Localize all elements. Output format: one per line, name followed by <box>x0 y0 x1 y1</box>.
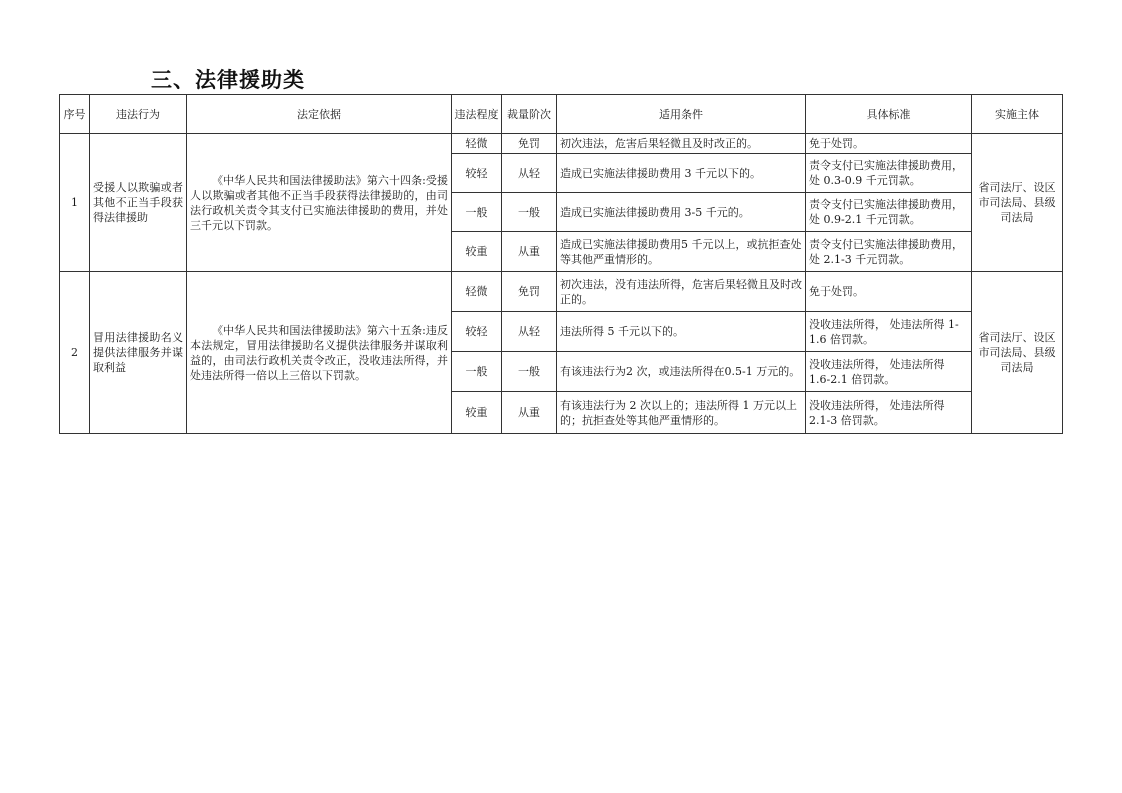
level-cell: 一般 <box>502 352 557 392</box>
table-row <box>60 272 1063 312</box>
standard-cell: 没收违法所得， 处违法所得 1.6-2.1 倍罚款。 <box>806 352 972 392</box>
condition-cell: 有该违法行为2 次，或违法所得在0.5-1 万元的。 <box>557 352 806 392</box>
level-cell: 从重 <box>502 232 557 272</box>
header-condition: 适用条件 <box>557 95 806 134</box>
standard-cell: 没收违法所得， 处违法所得 1-1.6 倍罚款。 <box>806 312 972 352</box>
condition-cell: 造成已实施法律援助费用 3 千元以下的。 <box>557 154 806 193</box>
violation-act: 受援人以欺骗或者其他不正当手段获得法律援助 <box>90 134 187 272</box>
header-row <box>60 95 1063 134</box>
violation-act: 冒用法律援助名义提供法律服务并谋取利益 <box>90 272 187 434</box>
header-standard: 具体标准 <box>806 95 972 134</box>
degree-cell: 轻微 <box>452 134 502 154</box>
degree-cell: 轻微 <box>452 272 502 312</box>
level-cell: 从轻 <box>502 154 557 193</box>
row-number: 1 <box>60 134 90 272</box>
condition-cell: 造成已实施法律援助费用5 千元以上，或抗拒查处等其他严重情形的。 <box>557 232 806 272</box>
standard-cell: 免于处罚。 <box>806 272 972 312</box>
condition-cell: 初次违法，危害后果轻微且及时改正的。 <box>557 134 806 154</box>
enforcement-subject: 省司法厅、设区市司法局、县级司法局 <box>972 134 1063 272</box>
degree-cell: 一般 <box>452 193 502 232</box>
header-no: 序号 <box>60 95 90 134</box>
level-cell: 从重 <box>502 392 557 434</box>
level-cell: 免罚 <box>502 134 557 154</box>
condition-cell: 违法所得 5 千元以下的。 <box>557 312 806 352</box>
level-cell: 免罚 <box>502 272 557 312</box>
condition-cell: 有该违法行为 2 次以上的；违法所得 1 万元以上的；抗拒查处等其他严重情形的。 <box>557 392 806 434</box>
header-basis: 法定依据 <box>187 95 452 134</box>
standard-cell: 责令支付已实施法律援助费用，处 0.9-2.1 千元罚款。 <box>806 193 972 232</box>
header-degree: 违法程度 <box>452 95 502 134</box>
condition-cell: 造成已实施法律援助费用 3-5 千元的。 <box>557 193 806 232</box>
degree-cell: 较重 <box>452 392 502 434</box>
degree-cell: 较轻 <box>452 312 502 352</box>
degree-cell: 较轻 <box>452 154 502 193</box>
condition-cell: 初次违法，没有违法所得，危害后果轻微且及时改正的。 <box>557 272 806 312</box>
header-level: 裁量阶次 <box>502 95 557 134</box>
table-row <box>60 134 1063 154</box>
level-cell: 一般 <box>502 193 557 232</box>
row-number: 2 <box>60 272 90 434</box>
header-act: 违法行为 <box>90 95 187 134</box>
level-cell: 从轻 <box>502 312 557 352</box>
section-title: 三、法律援助类 <box>151 68 305 92</box>
standard-cell: 免于处罚。 <box>806 134 972 154</box>
degree-cell: 较重 <box>452 232 502 272</box>
standard-cell: 责令支付已实施法律援助费用，处 2.1-3 千元罚款。 <box>806 232 972 272</box>
standard-cell: 没收违法所得， 处违法所得 2.1-3 倍罚款。 <box>806 392 972 434</box>
enforcement-subject: 省司法厅、设区市司法局、县级司法局 <box>972 272 1063 434</box>
legal-basis: 《中华人民共和国法律援助法》第六十四条:受援人以欺骗或者其他不正当手段获得法律援助的，由司法行政机关责令其支付已实施法律援助的费用，并处三千元以下罚款。 <box>187 134 452 272</box>
header-subject: 实施主体 <box>972 95 1063 134</box>
degree-cell: 一般 <box>452 352 502 392</box>
standard-cell: 责令支付已实施法律援助费用，处 0.3-0.9 千元罚款。 <box>806 154 972 193</box>
legal-basis: 《中华人民共和国法律援助法》第六十五条:违反本法规定，冒用法律援助名义提供法律服务并谋取利益的，由司法行政机关责令改正，没收违法所得，并处违法所得一倍以上三倍以下罚款。 <box>187 272 452 434</box>
penalty-table <box>59 94 1063 434</box>
